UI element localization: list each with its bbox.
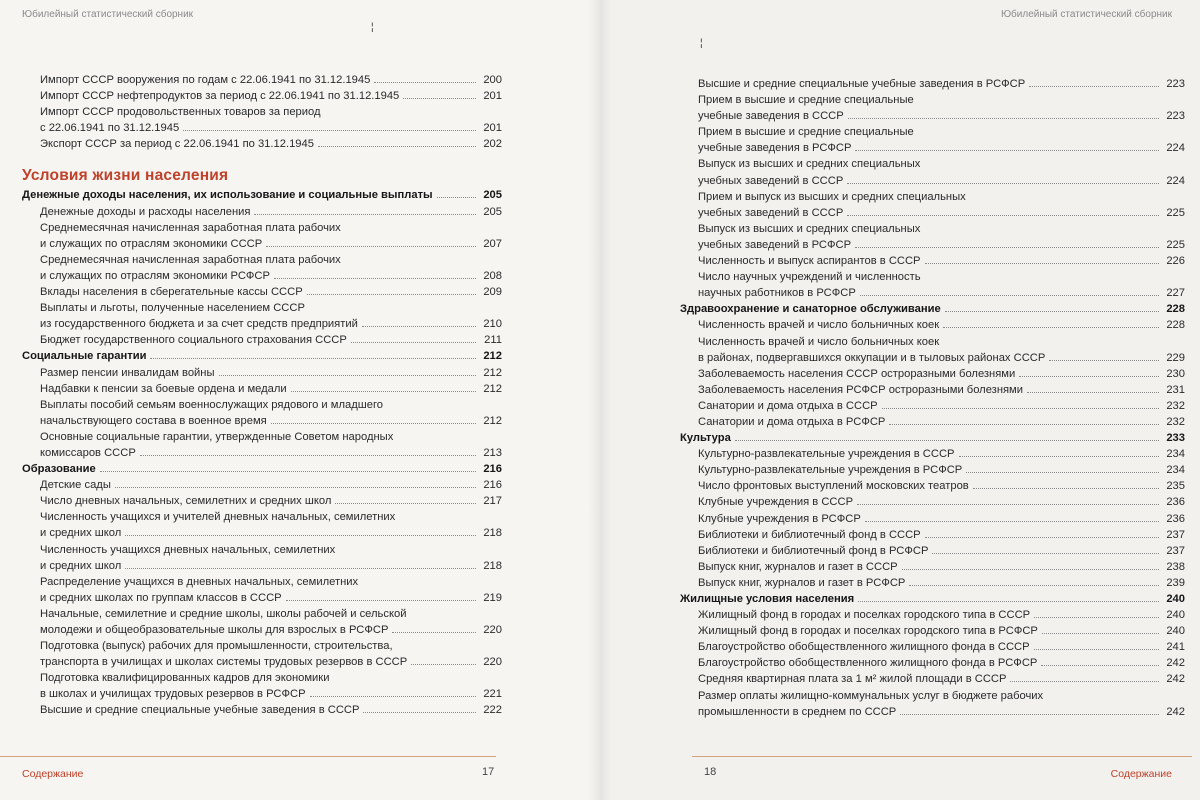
toc-page-number: 228 (1166, 303, 1185, 316)
toc-entry[interactable] (22, 236, 502, 252)
dot-leader (150, 348, 476, 359)
toc-page-number: 224 (1166, 174, 1185, 187)
toc-entry-title: Средняя квартирная плата за 1 м² жилой площади в СССР (698, 673, 1007, 686)
toc-left-column (22, 72, 502, 719)
toc-entry[interactable] (22, 590, 502, 606)
toc-entry-title: в школах и училищах трудовых резервов в РСФСР (40, 688, 306, 701)
toc-entry[interactable] (680, 494, 1185, 510)
toc-page-number: 240 (1166, 609, 1185, 622)
toc-page-number: 237 (1166, 544, 1185, 557)
toc-entry-title: Выпуск книг, журналов и газет в РСФСР (698, 576, 906, 589)
dot-leader (857, 494, 1159, 505)
dot-leader (291, 381, 476, 392)
toc-entry-title: Культурно-развлекательные учреждения в СССР (698, 448, 955, 461)
toc-entry[interactable] (680, 285, 1185, 301)
toc-entry[interactable] (22, 381, 502, 397)
toc-entry[interactable] (22, 104, 502, 120)
toc-entry-title: Выплаты и льготы, полученные населением СССР (40, 302, 305, 315)
dot-leader (889, 414, 1159, 425)
dot-leader (943, 317, 1159, 328)
dot-leader (1027, 382, 1159, 393)
toc-page-number: 216 (483, 463, 502, 476)
toc-entry-title: Жилищные условия населения (680, 593, 855, 605)
toc-page-number: 229 (1166, 351, 1185, 364)
toc-page-number: 227 (1166, 287, 1185, 300)
dot-leader (847, 205, 1159, 216)
toc-entries-right (680, 76, 1185, 720)
dot-leader (735, 430, 1159, 441)
toc-entry[interactable] (680, 366, 1185, 382)
dot-leader (125, 558, 476, 569)
toc-entry[interactable] (22, 509, 502, 525)
toc-entry[interactable] (22, 365, 502, 381)
toc-page-number: 223 (1166, 110, 1185, 123)
toc-entry[interactable] (22, 252, 502, 268)
toc-page-number: 221 (483, 688, 502, 701)
toc-page-number: 209 (483, 286, 502, 299)
toc-entry-title: Число дневных начальных, семилетних и средних школ (40, 495, 332, 508)
toc-entry[interactable] (22, 622, 502, 638)
toc-entry[interactable] (680, 76, 1185, 92)
toc-entry-title: Число фронтовых выступлений московских театров (698, 480, 969, 493)
dot-leader (266, 236, 476, 247)
toc-entry-title: Размер оплаты жилищно-коммунальных услуг в бюджете рабочих (698, 689, 1044, 702)
toc-entry[interactable] (680, 108, 1185, 124)
footer-rule-right (692, 756, 1192, 757)
toc-entry-title: Выпуск из высших и средних специальных (698, 222, 921, 235)
toc-subsection[interactable] (680, 430, 1185, 446)
toc-page-number: 200 (483, 74, 502, 86)
toc-entry[interactable] (680, 704, 1185, 720)
toc-entry[interactable] (680, 269, 1185, 285)
toc-page-number: 219 (483, 591, 502, 604)
dot-leader (860, 285, 1159, 296)
dot-leader (125, 525, 476, 536)
toc-entry[interactable] (680, 173, 1185, 189)
toc-entry-title: промышленности в среднем по СССР (698, 705, 897, 718)
toc-entry[interactable] (680, 140, 1185, 156)
dot-leader (411, 654, 476, 665)
toc-entry-title: Подготовка (выпуск) рабочих для промышленности, строительства, (40, 640, 393, 653)
dot-leader (286, 590, 476, 601)
toc-subsection[interactable] (22, 348, 502, 364)
toc-page-number: 207 (483, 237, 502, 250)
toc-page-number: 228 (1166, 319, 1185, 332)
toc-entry-title: Подготовка квалифицированных кадров для экономики (40, 672, 330, 685)
toc-entry[interactable] (22, 574, 502, 590)
toc-entry-title: Выплаты пособий семьям военнослужащих рядового и младшего (40, 398, 383, 411)
toc-page-number: 218 (483, 527, 502, 540)
dot-leader (392, 622, 476, 633)
dot-leader (100, 461, 476, 472)
dot-leader (900, 704, 1159, 715)
toc-entry[interactable] (680, 205, 1185, 221)
dot-leader (1019, 366, 1159, 377)
toc-entry[interactable] (22, 654, 502, 670)
dot-leader (219, 365, 476, 376)
toc-entry[interactable] (22, 120, 502, 136)
toc-page-number: 212 (483, 366, 502, 379)
toc-entry[interactable] (22, 493, 502, 509)
dot-leader (335, 493, 476, 504)
toc-entry[interactable] (680, 189, 1185, 205)
toc-entry-title: Библиотеки и библиотечный фонд в СССР (698, 528, 921, 541)
toc-page-number: 213 (483, 446, 502, 459)
toc-pre-entries (22, 72, 502, 152)
dot-leader (271, 413, 476, 424)
dot-leader (307, 284, 476, 295)
toc-page-number: 205 (483, 189, 502, 202)
running-head-right: Юбилейный статистический сборник (1000, 9, 1172, 20)
toc-entry-title: Санатории и дома отдыха в СССР (698, 399, 878, 412)
toc-entry-title: Жилищный фонд в городах и поселках городского типа в СССР (698, 609, 1031, 622)
toc-right-column (680, 76, 1185, 720)
toc-entry-title: Здравоохранение и санаторное обслуживание (680, 303, 941, 316)
toc-entry-title: и средних школах по группам классов в СССР (40, 591, 282, 604)
toc-page-number: 225 (1166, 206, 1185, 219)
toc-subsection[interactable] (22, 461, 502, 477)
toc-entry[interactable] (680, 607, 1185, 623)
dot-leader (437, 187, 476, 198)
toc-entry-title: Санатории и дома отдыха в РСФСР (698, 415, 886, 428)
toc-entry[interactable] (680, 478, 1185, 494)
toc-page-number: 242 (1166, 705, 1185, 718)
toc-page-number: 224 (1166, 142, 1185, 155)
toc-subsection[interactable] (680, 591, 1185, 607)
toc-entry[interactable] (22, 300, 502, 316)
toc-subsection[interactable] (22, 187, 502, 203)
toc-entry[interactable] (22, 558, 502, 574)
dot-leader (858, 591, 1159, 602)
toc-entry-title: и средних школ (40, 559, 122, 572)
toc-entry[interactable] (680, 623, 1185, 639)
toc-entry[interactable] (680, 334, 1185, 350)
dot-leader (848, 108, 1159, 119)
toc-page-number: 223 (1166, 78, 1185, 90)
toc-entry[interactable] (680, 156, 1185, 172)
toc-page-number: 211 (484, 334, 502, 347)
toc-entry-title: Прием и выпуск из высших и средних специальных (698, 190, 966, 203)
dot-leader (1034, 639, 1159, 650)
toc-page-number: 201 (483, 122, 502, 135)
dot-leader (1041, 655, 1159, 666)
toc-entry-title: Численность учащихся дневных начальных, семилетних (40, 543, 336, 556)
toc-entry-title: Высшие и средние специальные учебные заведения в РСФСР (698, 78, 1026, 90)
running-head-left: Юбилейный статистический сборник (22, 9, 194, 20)
toc-entry-title: Импорт СССР вооружения по годам с 22.06.1941 по 31.12.1945 (40, 74, 371, 86)
dot-leader (909, 575, 1159, 586)
paper-speck: ¦ (371, 22, 374, 33)
toc-page-number: 212 (483, 350, 502, 363)
toc-page-number: 225 (1166, 238, 1185, 251)
toc-page-number: 237 (1166, 528, 1185, 541)
toc-entry-title: Выпуск из высших и средних специальных (698, 158, 921, 171)
toc-entry-title: Распределение учащихся в дневных начальных, семилетних (40, 575, 359, 588)
dot-leader (183, 120, 476, 131)
dot-leader (1042, 623, 1159, 634)
dot-leader (374, 72, 476, 83)
toc-entry[interactable] (22, 397, 502, 413)
toc-page-number: 218 (483, 559, 502, 572)
dot-leader (351, 332, 476, 343)
toc-entry[interactable] (22, 525, 502, 541)
toc-entry-title: Надбавки к пенсии за боевые ордена и медали (40, 382, 287, 395)
toc-entry[interactable] (22, 88, 502, 104)
toc-entry[interactable] (680, 92, 1185, 108)
toc-entry[interactable] (680, 527, 1185, 543)
toc-entry-title: и служащих по отраслям экономики СССР (40, 237, 263, 250)
toc-entry-title: Культурно-развлекательные учреждения в РСФСР (698, 464, 963, 477)
dot-leader (1010, 671, 1159, 682)
toc-entry-title: Заболеваемость населения РСФСР остроразными болезнями (698, 383, 1023, 396)
toc-entry-title: учебных заведений в РСФСР (698, 238, 852, 251)
toc-entry-title: Прием в высшие и средние специальные (698, 126, 914, 139)
toc-entry-title: Культура (680, 432, 731, 445)
toc-entry[interactable] (680, 317, 1185, 333)
dot-leader (403, 88, 476, 99)
toc-page-number: 232 (1166, 415, 1185, 428)
toc-page-number: 216 (483, 479, 502, 492)
toc-entry[interactable] (22, 220, 502, 236)
toc-entry-title: из государственного бюджета и за счет средств предприятий (40, 318, 358, 331)
dot-leader (945, 301, 1159, 312)
toc-page-number: 236 (1166, 496, 1185, 509)
toc-entry[interactable] (680, 253, 1185, 269)
toc-entry[interactable] (680, 543, 1185, 559)
dot-leader (115, 477, 476, 488)
dot-leader (254, 204, 476, 215)
section-title: Условия жизни населения (22, 167, 229, 185)
toc-entry[interactable] (680, 237, 1185, 253)
toc-page-number: 233 (1166, 432, 1185, 445)
toc-entry[interactable] (680, 511, 1185, 527)
toc-page-number: 230 (1166, 367, 1185, 380)
toc-entry[interactable] (22, 542, 502, 558)
toc-page-number: 234 (1166, 464, 1185, 477)
toc-entry[interactable] (22, 284, 502, 300)
dot-leader (1049, 350, 1159, 361)
toc-entry[interactable] (22, 686, 502, 702)
toc-entry-title: начальствующего состава в военное время (40, 414, 267, 427)
toc-entry-title: Бюджет государственного социального страхования СССР (40, 334, 347, 347)
toc-entry-title: Денежные доходы и расходы населения (40, 205, 251, 218)
toc-entry-title: комиссаров СССР (40, 446, 136, 459)
toc-page-number: 231 (1166, 383, 1185, 396)
dot-leader (855, 140, 1159, 151)
toc-entry-title: Высшие и средние специальные учебные заведения в СССР (40, 704, 360, 717)
toc-entry-title: Среднемесячная начисленная заработная плата рабочих (40, 221, 341, 234)
dot-leader (966, 462, 1159, 473)
toc-entry-title: Размер пенсии инвалидам войны (40, 366, 215, 379)
toc-entry[interactable] (680, 655, 1185, 671)
dot-leader (925, 253, 1159, 264)
paper-speck: ¦ (700, 38, 703, 49)
toc-entry[interactable] (22, 72, 502, 88)
toc-entry-title: Начальные, семилетние и средние школы, школы рабочей и сельской (40, 607, 407, 620)
toc-subsection[interactable] (680, 301, 1185, 317)
footer-label-left: Содержание (22, 768, 84, 780)
toc-entry[interactable] (680, 462, 1185, 478)
toc-entry[interactable] (680, 350, 1185, 366)
dot-leader (1029, 76, 1159, 87)
toc-entry-title: Основные социальные гарантии, утвержденные Советом народных (40, 430, 394, 443)
toc-entry-title: с 22.06.1941 по 31.12.1945 (40, 122, 180, 135)
dot-leader (318, 136, 476, 147)
dot-leader (274, 268, 476, 279)
toc-page-number: 212 (483, 382, 502, 395)
toc-entry-title: Число научных учреждений и численность (698, 271, 921, 284)
toc-entry-title: Экспорт СССР за период с 22.06.1941 по 31.12.1945 (40, 138, 314, 151)
page-number-left: 17 (482, 766, 495, 778)
toc-entry[interactable] (680, 575, 1185, 591)
toc-entry[interactable] (680, 382, 1185, 398)
dot-leader (925, 527, 1159, 538)
toc-entry-title: в районах, подвергавшихся оккупации и в тыловых районах СССР (698, 351, 1046, 364)
toc-page-number: 205 (483, 205, 502, 218)
dot-leader (847, 173, 1159, 184)
toc-entry-title: учебных заведений в СССР (698, 206, 844, 219)
footer-rule-left (0, 756, 496, 757)
toc-page-number: 236 (1166, 512, 1185, 525)
toc-page-number: 238 (1166, 560, 1185, 573)
toc-entry[interactable] (680, 398, 1185, 414)
page-number-right: 18 (704, 766, 717, 778)
toc-entry[interactable] (22, 268, 502, 284)
toc-entry[interactable] (680, 688, 1185, 704)
dot-leader (1034, 607, 1159, 618)
toc-page-number: 208 (483, 269, 502, 282)
toc-entry-title: Импорт СССР нефтепродуктов за период с 22.06.1941 по 31.12.1945 (40, 90, 400, 103)
dot-leader (363, 702, 476, 713)
toc-page-number: 232 (1166, 399, 1185, 412)
toc-entry[interactable] (680, 221, 1185, 237)
toc-entry[interactable] (680, 446, 1185, 462)
toc-entry-title: молодежи и общеобразовательные школы для взрослых в РСФСР (40, 624, 389, 636)
toc-entry-title: научных работников в РСФСР (698, 287, 856, 300)
toc-entries-left (22, 187, 502, 718)
toc-entry-title: Среднемесячная начисленная заработная плата рабочих (40, 253, 341, 266)
toc-page-number: 240 (1166, 593, 1185, 605)
toc-page-number: 239 (1166, 576, 1185, 589)
dot-leader (973, 478, 1159, 489)
toc-entry-title: Жилищный фонд в городах и поселках городского типа в РСФСР (698, 625, 1038, 638)
toc-entry-title: Клубные учреждения в РСФСР (698, 512, 861, 525)
dot-leader (959, 446, 1160, 457)
toc-entry-title: Заболеваемость населения СССР остроразными болезнями (698, 367, 1016, 380)
dot-leader (140, 445, 476, 456)
toc-entry-title: Численность и выпуск аспирантов в СССР (698, 255, 921, 268)
toc-page-number: 210 (483, 318, 502, 331)
toc-entry-title: Детские сады (40, 479, 111, 492)
toc-page-number: 235 (1166, 480, 1185, 493)
toc-entry[interactable] (22, 429, 502, 445)
toc-entry-title: Выпуск книг, журналов и газет в СССР (698, 560, 898, 573)
toc-page-number: 234 (1166, 448, 1185, 461)
toc-entry[interactable] (680, 671, 1185, 687)
toc-entry-title: и служащих по отраслям экономики РСФСР (40, 269, 270, 282)
toc-entry[interactable] (680, 414, 1185, 430)
toc-entry[interactable] (22, 606, 502, 622)
dot-leader (902, 559, 1159, 570)
toc-entry-title: Численность врачей и число больничных коек (698, 319, 940, 332)
toc-page-number: 222 (483, 704, 502, 717)
toc-entry[interactable] (22, 204, 502, 220)
toc-entry-title: Численность врачей и число больничных коек (698, 335, 940, 348)
toc-entry-title: Благоустройство обобществленного жилищного фонда в СССР (698, 641, 1030, 654)
toc-entry[interactable] (680, 559, 1185, 575)
toc-entry[interactable] (22, 638, 502, 654)
toc-entry-title: Численность учащихся и учителей дневных начальных, семилетних (40, 511, 396, 524)
toc-entry-title: Образование (22, 463, 96, 476)
toc-entry[interactable] (22, 477, 502, 493)
toc-entry-title: Клубные учреждения в СССР (698, 496, 854, 509)
toc-entry[interactable] (22, 413, 502, 429)
toc-page-number: 226 (1166, 255, 1185, 268)
toc-page-number: 241 (1166, 641, 1185, 654)
toc-page-number: 217 (483, 495, 502, 508)
dot-leader (882, 398, 1159, 409)
dot-leader (855, 237, 1159, 248)
toc-entry-title: транспорта в училищах и школах системы трудовых резервов в СССР (40, 656, 408, 669)
toc-entry-title: учебные заведения в СССР (698, 110, 844, 123)
toc-entry-title: Денежные доходы населения, их использование и социальные выплаты (22, 189, 433, 202)
toc-entry-title: и средних школ (40, 527, 122, 540)
toc-page-number: 242 (1166, 673, 1185, 686)
toc-entry[interactable] (22, 316, 502, 332)
book-gutter (588, 0, 612, 800)
toc-page-number: 240 (1166, 625, 1185, 638)
toc-entry-title: Социальные гарантии (22, 350, 147, 363)
toc-entry[interactable] (22, 445, 502, 461)
toc-entry-title: учебных заведений в СССР (698, 174, 844, 187)
toc-entry[interactable] (22, 670, 502, 686)
toc-page-number: 220 (483, 656, 502, 669)
toc-entry-title: Библиотеки и библиотечный фонд в РСФСР (698, 544, 929, 557)
toc-entry[interactable] (22, 136, 502, 152)
toc-entry-title: Вклады населения в сберегательные кассы СССР (40, 286, 303, 299)
dot-leader (865, 511, 1159, 522)
toc-entry-title: Импорт СССР продовольственных товаров за период (40, 106, 321, 119)
toc-entry-title: учебные заведения в РСФСР (698, 142, 852, 155)
toc-page-number: 242 (1166, 657, 1185, 670)
toc-entry[interactable] (680, 639, 1185, 655)
toc-page-number: 220 (483, 624, 502, 636)
dot-leader (310, 686, 476, 697)
toc-page-number: 212 (483, 414, 502, 427)
dot-leader (932, 543, 1159, 554)
toc-entry-title: Прием в высшие и средние специальные (698, 94, 914, 107)
dot-leader (362, 316, 476, 327)
toc-entry[interactable] (22, 702, 502, 718)
footer-label-right: Содержание (1110, 768, 1172, 780)
toc-page-number: 202 (483, 138, 502, 151)
toc-entry-title: Благоустройство обобществленного жилищного фонда в РСФСР (698, 657, 1038, 670)
toc-page-number: 201 (483, 90, 502, 103)
toc-entry[interactable] (680, 124, 1185, 140)
toc-entry[interactable] (22, 332, 502, 348)
